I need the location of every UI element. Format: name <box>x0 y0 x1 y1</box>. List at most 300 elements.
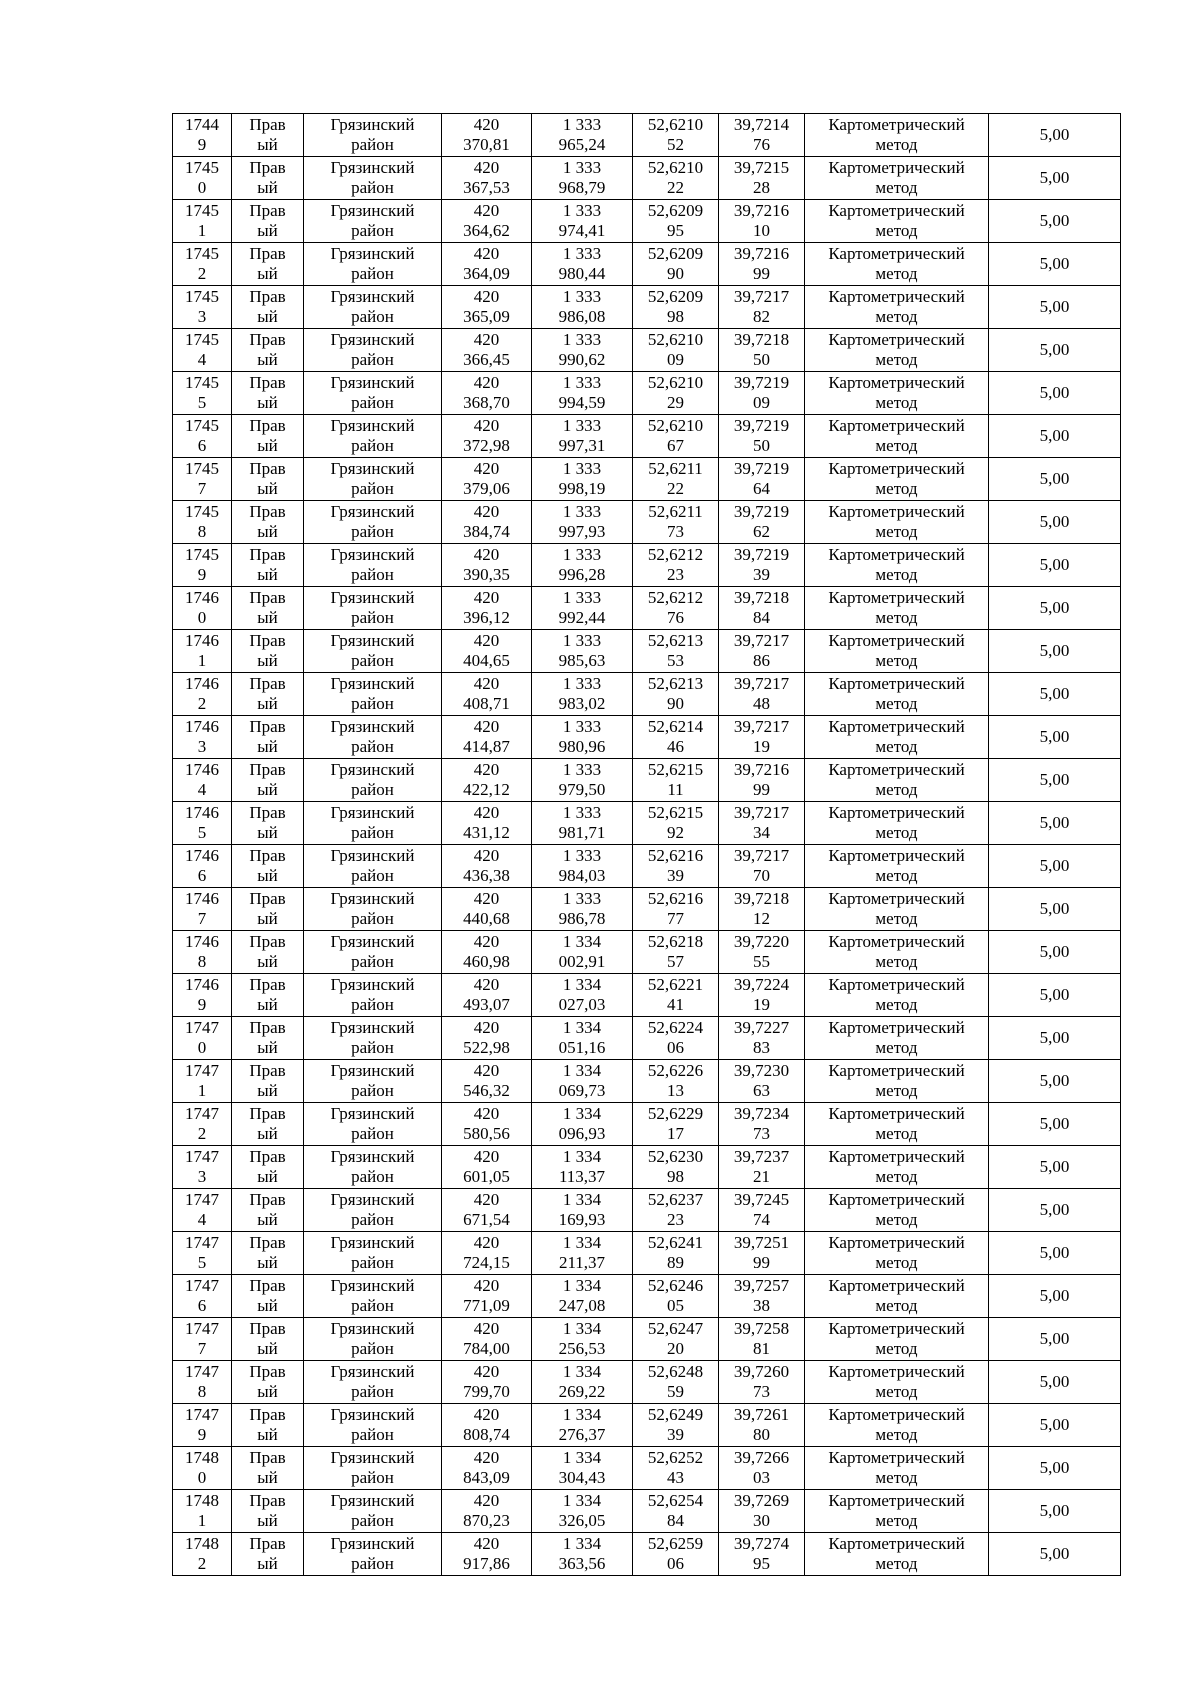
y-coordinate-cell: 1 333 968,79 <box>532 157 633 200</box>
accuracy-cell: 5,00 <box>989 630 1121 673</box>
point-number-cell: 1745 5 <box>173 372 232 415</box>
latitude-cell: 52,6254 84 <box>633 1490 719 1533</box>
y-coordinate-cell: 1 333 965,24 <box>532 114 633 157</box>
y-coordinate-cell: 1 334 002,91 <box>532 931 633 974</box>
longitude-cell: 39,7245 74 <box>719 1189 805 1232</box>
latitude-cell: 52,6210 52 <box>633 114 719 157</box>
bank-side-cell: Прав ый <box>232 114 304 157</box>
point-number-cell: 1745 4 <box>173 329 232 372</box>
table-row <box>173 157 1121 200</box>
longitude-cell: 39,7217 48 <box>719 673 805 716</box>
district-cell: Грязинский район <box>304 544 442 587</box>
bank-side-cell: Прав ый <box>232 1232 304 1275</box>
bank-side-cell: Прав ый <box>232 243 304 286</box>
district-cell: Грязинский район <box>304 200 442 243</box>
bank-side-cell: Прав ый <box>232 1533 304 1576</box>
bank-side-cell: Прав ый <box>232 1490 304 1533</box>
method-cell: Картометрический метод <box>805 415 989 458</box>
accuracy-cell: 5,00 <box>989 200 1121 243</box>
district-cell: Грязинский район <box>304 1060 442 1103</box>
latitude-cell: 52,6213 53 <box>633 630 719 673</box>
longitude-cell: 39,7217 19 <box>719 716 805 759</box>
longitude-cell: 39,7260 73 <box>719 1361 805 1404</box>
table-row <box>173 931 1121 974</box>
point-number-cell: 1747 9 <box>173 1404 232 1447</box>
y-coordinate-cell: 1 333 980,44 <box>532 243 633 286</box>
y-coordinate-cell: 1 333 985,63 <box>532 630 633 673</box>
table-row <box>173 544 1121 587</box>
district-cell: Грязинский район <box>304 1318 442 1361</box>
latitude-cell: 52,6248 59 <box>633 1361 719 1404</box>
accuracy-cell: 5,00 <box>989 286 1121 329</box>
accuracy-cell: 5,00 <box>989 1275 1121 1318</box>
bank-side-cell: Прав ый <box>232 372 304 415</box>
y-coordinate-cell: 1 334 051,16 <box>532 1017 633 1060</box>
latitude-cell: 52,6224 06 <box>633 1017 719 1060</box>
table-row <box>173 286 1121 329</box>
table-row <box>173 1060 1121 1103</box>
longitude-cell: 39,7219 39 <box>719 544 805 587</box>
bank-side-cell: Прав ый <box>232 329 304 372</box>
method-cell: Картометрический метод <box>805 243 989 286</box>
x-coordinate-cell: 420 364,62 <box>442 200 532 243</box>
district-cell: Грязинский район <box>304 1490 442 1533</box>
y-coordinate-cell: 1 334 113,37 <box>532 1146 633 1189</box>
point-number-cell: 1745 9 <box>173 544 232 587</box>
method-cell: Картометрический метод <box>805 200 989 243</box>
accuracy-cell: 5,00 <box>989 544 1121 587</box>
accuracy-cell: 5,00 <box>989 1189 1121 1232</box>
longitude-cell: 39,7220 55 <box>719 931 805 974</box>
district-cell: Грязинский район <box>304 372 442 415</box>
longitude-cell: 39,7217 86 <box>719 630 805 673</box>
latitude-cell: 52,6226 13 <box>633 1060 719 1103</box>
method-cell: Картометрический метод <box>805 329 989 372</box>
method-cell: Картометрический метод <box>805 501 989 544</box>
bank-side-cell: Прав ый <box>232 1447 304 1490</box>
latitude-cell: 52,6209 95 <box>633 200 719 243</box>
y-coordinate-cell: 1 333 986,78 <box>532 888 633 931</box>
district-cell: Грязинский район <box>304 1189 442 1232</box>
x-coordinate-cell: 420 580,56 <box>442 1103 532 1146</box>
point-number-cell: 1746 6 <box>173 845 232 888</box>
accuracy-cell: 5,00 <box>989 1146 1121 1189</box>
latitude-cell: 52,6249 39 <box>633 1404 719 1447</box>
district-cell: Грязинский район <box>304 1404 442 1447</box>
x-coordinate-cell: 420 870,23 <box>442 1490 532 1533</box>
bank-side-cell: Прав ый <box>232 200 304 243</box>
point-number-cell: 1746 4 <box>173 759 232 802</box>
point-number-cell: 1747 2 <box>173 1103 232 1146</box>
method-cell: Картометрический метод <box>805 544 989 587</box>
accuracy-cell: 5,00 <box>989 329 1121 372</box>
method-cell: Картометрический метод <box>805 630 989 673</box>
method-cell: Картометрический метод <box>805 587 989 630</box>
table-row <box>173 1533 1121 1576</box>
bank-side-cell: Прав ый <box>232 1146 304 1189</box>
y-coordinate-cell: 1 333 983,02 <box>532 673 633 716</box>
accuracy-cell: 5,00 <box>989 716 1121 759</box>
method-cell: Картометрический метод <box>805 974 989 1017</box>
point-number-cell: 1745 3 <box>173 286 232 329</box>
method-cell: Картометрический метод <box>805 716 989 759</box>
x-coordinate-cell: 420 771,09 <box>442 1275 532 1318</box>
bank-side-cell: Прав ый <box>232 845 304 888</box>
method-cell: Картометрический метод <box>805 1103 989 1146</box>
x-coordinate-cell: 420 671,54 <box>442 1189 532 1232</box>
longitude-cell: 39,7224 19 <box>719 974 805 1017</box>
method-cell: Картометрический метод <box>805 157 989 200</box>
method-cell: Картометрический метод <box>805 1060 989 1103</box>
longitude-cell: 39,7218 84 <box>719 587 805 630</box>
table-row <box>173 974 1121 1017</box>
accuracy-cell: 5,00 <box>989 587 1121 630</box>
method-cell: Картометрический метод <box>805 372 989 415</box>
latitude-cell: 52,6252 43 <box>633 1447 719 1490</box>
method-cell: Картометрический метод <box>805 1361 989 1404</box>
table-row <box>173 802 1121 845</box>
district-cell: Грязинский район <box>304 630 442 673</box>
longitude-cell: 39,7230 63 <box>719 1060 805 1103</box>
longitude-cell: 39,7258 81 <box>719 1318 805 1361</box>
x-coordinate-cell: 420 408,71 <box>442 673 532 716</box>
point-number-cell: 1744 9 <box>173 114 232 157</box>
point-number-cell: 1745 0 <box>173 157 232 200</box>
bank-side-cell: Прав ый <box>232 1060 304 1103</box>
latitude-cell: 52,6230 98 <box>633 1146 719 1189</box>
y-coordinate-cell: 1 333 980,96 <box>532 716 633 759</box>
point-number-cell: 1747 5 <box>173 1232 232 1275</box>
longitude-cell: 39,7274 95 <box>719 1533 805 1576</box>
latitude-cell: 52,6229 17 <box>633 1103 719 1146</box>
longitude-cell: 39,7218 50 <box>719 329 805 372</box>
table-row <box>173 759 1121 802</box>
district-cell: Грязинский район <box>304 845 442 888</box>
longitude-cell: 39,7219 62 <box>719 501 805 544</box>
point-number-cell: 1745 1 <box>173 200 232 243</box>
bank-side-cell: Прав ый <box>232 1404 304 1447</box>
table-row <box>173 501 1121 544</box>
district-cell: Грязинский район <box>304 329 442 372</box>
y-coordinate-cell: 1 333 981,71 <box>532 802 633 845</box>
method-cell: Картометрический метод <box>805 1232 989 1275</box>
accuracy-cell: 5,00 <box>989 802 1121 845</box>
longitude-cell: 39,7251 99 <box>719 1232 805 1275</box>
district-cell: Грязинский район <box>304 501 442 544</box>
bank-side-cell: Прав ый <box>232 1318 304 1361</box>
accuracy-cell: 5,00 <box>989 458 1121 501</box>
y-coordinate-cell: 1 334 269,22 <box>532 1361 633 1404</box>
x-coordinate-cell: 420 522,98 <box>442 1017 532 1060</box>
x-coordinate-cell: 420 372,98 <box>442 415 532 458</box>
x-coordinate-cell: 420 799,70 <box>442 1361 532 1404</box>
method-cell: Картометрический метод <box>805 1404 989 1447</box>
point-number-cell: 1746 9 <box>173 974 232 1017</box>
point-number-cell: 1745 2 <box>173 243 232 286</box>
y-coordinate-cell: 1 334 211,37 <box>532 1232 633 1275</box>
bank-side-cell: Прав ый <box>232 501 304 544</box>
latitude-cell: 52,6209 90 <box>633 243 719 286</box>
accuracy-cell: 5,00 <box>989 1232 1121 1275</box>
point-number-cell: 1745 7 <box>173 458 232 501</box>
bank-side-cell: Прав ый <box>232 1275 304 1318</box>
x-coordinate-cell: 420 404,65 <box>442 630 532 673</box>
x-coordinate-cell: 420 414,87 <box>442 716 532 759</box>
district-cell: Грязинский район <box>304 716 442 759</box>
accuracy-cell: 5,00 <box>989 1404 1121 1447</box>
accuracy-cell: 5,00 <box>989 415 1121 458</box>
accuracy-cell: 5,00 <box>989 759 1121 802</box>
bank-side-cell: Прав ый <box>232 1189 304 1232</box>
y-coordinate-cell: 1 334 169,93 <box>532 1189 633 1232</box>
method-cell: Картометрический метод <box>805 286 989 329</box>
longitude-cell: 39,7219 09 <box>719 372 805 415</box>
longitude-cell: 39,7237 21 <box>719 1146 805 1189</box>
point-number-cell: 1747 6 <box>173 1275 232 1318</box>
table-row <box>173 845 1121 888</box>
longitude-cell: 39,7266 03 <box>719 1447 805 1490</box>
x-coordinate-cell: 420 370,81 <box>442 114 532 157</box>
accuracy-cell: 5,00 <box>989 845 1121 888</box>
method-cell: Картометрический метод <box>805 888 989 931</box>
district-cell: Грязинский район <box>304 157 442 200</box>
x-coordinate-cell: 420 808,74 <box>442 1404 532 1447</box>
table-row <box>173 329 1121 372</box>
x-coordinate-cell: 420 366,45 <box>442 329 532 372</box>
point-number-cell: 1745 8 <box>173 501 232 544</box>
y-coordinate-cell: 1 333 997,31 <box>532 415 633 458</box>
y-coordinate-cell: 1 334 256,53 <box>532 1318 633 1361</box>
bank-side-cell: Прав ый <box>232 1017 304 1060</box>
longitude-cell: 39,7217 34 <box>719 802 805 845</box>
table-row <box>173 673 1121 716</box>
district-cell: Грязинский район <box>304 1275 442 1318</box>
longitude-cell: 39,7257 38 <box>719 1275 805 1318</box>
latitude-cell: 52,6241 89 <box>633 1232 719 1275</box>
longitude-cell: 39,7219 64 <box>719 458 805 501</box>
accuracy-cell: 5,00 <box>989 1447 1121 1490</box>
latitude-cell: 52,6211 22 <box>633 458 719 501</box>
table-row <box>173 372 1121 415</box>
bank-side-cell: Прав ый <box>232 286 304 329</box>
y-coordinate-cell: 1 334 027,03 <box>532 974 633 1017</box>
bank-side-cell: Прав ый <box>232 544 304 587</box>
latitude-cell: 52,6212 76 <box>633 587 719 630</box>
longitude-cell: 39,7234 73 <box>719 1103 805 1146</box>
x-coordinate-cell: 420 843,09 <box>442 1447 532 1490</box>
table-row <box>173 1447 1121 1490</box>
accuracy-cell: 5,00 <box>989 888 1121 931</box>
latitude-cell: 52,6246 05 <box>633 1275 719 1318</box>
table-row <box>173 1318 1121 1361</box>
longitude-cell: 39,7219 50 <box>719 415 805 458</box>
latitude-cell: 52,6221 41 <box>633 974 719 1017</box>
accuracy-cell: 5,00 <box>989 1318 1121 1361</box>
y-coordinate-cell: 1 334 304,43 <box>532 1447 633 1490</box>
point-number-cell: 1746 2 <box>173 673 232 716</box>
y-coordinate-cell: 1 333 986,08 <box>532 286 633 329</box>
latitude-cell: 52,6210 29 <box>633 372 719 415</box>
longitude-cell: 39,7269 30 <box>719 1490 805 1533</box>
latitude-cell: 52,6209 98 <box>633 286 719 329</box>
table-row <box>173 1232 1121 1275</box>
accuracy-cell: 5,00 <box>989 931 1121 974</box>
bank-side-cell: Прав ый <box>232 415 304 458</box>
point-number-cell: 1747 8 <box>173 1361 232 1404</box>
latitude-cell: 52,6259 06 <box>633 1533 719 1576</box>
latitude-cell: 52,6210 22 <box>633 157 719 200</box>
x-coordinate-cell: 420 379,06 <box>442 458 532 501</box>
y-coordinate-cell: 1 333 996,28 <box>532 544 633 587</box>
district-cell: Грязинский район <box>304 931 442 974</box>
district-cell: Грязинский район <box>304 243 442 286</box>
x-coordinate-cell: 420 368,70 <box>442 372 532 415</box>
coordinates-table <box>172 113 1121 1576</box>
x-coordinate-cell: 420 436,38 <box>442 845 532 888</box>
latitude-cell: 52,6215 92 <box>633 802 719 845</box>
method-cell: Картометрический метод <box>805 1146 989 1189</box>
x-coordinate-cell: 420 917,86 <box>442 1533 532 1576</box>
table-row <box>173 1189 1121 1232</box>
method-cell: Картометрический метод <box>805 458 989 501</box>
y-coordinate-cell: 1 334 326,05 <box>532 1490 633 1533</box>
table-row <box>173 1017 1121 1060</box>
table-row <box>173 630 1121 673</box>
point-number-cell: 1746 0 <box>173 587 232 630</box>
bank-side-cell: Прав ый <box>232 974 304 1017</box>
x-coordinate-cell: 420 422,12 <box>442 759 532 802</box>
bank-side-cell: Прав ый <box>232 587 304 630</box>
table-row <box>173 1490 1121 1533</box>
bank-side-cell: Прав ый <box>232 157 304 200</box>
district-cell: Грязинский район <box>304 1533 442 1576</box>
x-coordinate-cell: 420 724,15 <box>442 1232 532 1275</box>
point-number-cell: 1747 1 <box>173 1060 232 1103</box>
method-cell: Картометрический метод <box>805 673 989 716</box>
latitude-cell: 52,6210 09 <box>633 329 719 372</box>
district-cell: Грязинский район <box>304 415 442 458</box>
method-cell: Картометрический метод <box>805 1318 989 1361</box>
latitude-cell: 52,6237 23 <box>633 1189 719 1232</box>
table-row <box>173 200 1121 243</box>
table-row <box>173 114 1121 157</box>
longitude-cell: 39,7216 99 <box>719 243 805 286</box>
accuracy-cell: 5,00 <box>989 114 1121 157</box>
district-cell: Грязинский район <box>304 1146 442 1189</box>
accuracy-cell: 5,00 <box>989 1103 1121 1146</box>
method-cell: Картометрический метод <box>805 802 989 845</box>
accuracy-cell: 5,00 <box>989 1361 1121 1404</box>
latitude-cell: 52,6218 57 <box>633 931 719 974</box>
bank-side-cell: Прав ый <box>232 630 304 673</box>
point-number-cell: 1746 7 <box>173 888 232 931</box>
bank-side-cell: Прав ый <box>232 458 304 501</box>
latitude-cell: 52,6213 90 <box>633 673 719 716</box>
point-number-cell: 1746 3 <box>173 716 232 759</box>
district-cell: Грязинский район <box>304 587 442 630</box>
longitude-cell: 39,7216 99 <box>719 759 805 802</box>
longitude-cell: 39,7217 82 <box>719 286 805 329</box>
x-coordinate-cell: 420 460,98 <box>442 931 532 974</box>
bank-side-cell: Прав ый <box>232 1103 304 1146</box>
longitude-cell: 39,7261 80 <box>719 1404 805 1447</box>
y-coordinate-cell: 1 333 997,93 <box>532 501 633 544</box>
table-row <box>173 1404 1121 1447</box>
district-cell: Грязинский район <box>304 1361 442 1404</box>
point-number-cell: 1747 4 <box>173 1189 232 1232</box>
district-cell: Грязинский район <box>304 802 442 845</box>
y-coordinate-cell: 1 333 998,19 <box>532 458 633 501</box>
table-row <box>173 458 1121 501</box>
point-number-cell: 1747 3 <box>173 1146 232 1189</box>
district-cell: Грязинский район <box>304 888 442 931</box>
table-row <box>173 1146 1121 1189</box>
latitude-cell: 52,6247 20 <box>633 1318 719 1361</box>
latitude-cell: 52,6214 46 <box>633 716 719 759</box>
point-number-cell: 1747 0 <box>173 1017 232 1060</box>
latitude-cell: 52,6211 73 <box>633 501 719 544</box>
method-cell: Картометрический метод <box>805 845 989 888</box>
method-cell: Картометрический метод <box>805 931 989 974</box>
table-row <box>173 1275 1121 1318</box>
method-cell: Картометрический метод <box>805 1490 989 1533</box>
x-coordinate-cell: 420 367,53 <box>442 157 532 200</box>
latitude-cell: 52,6216 39 <box>633 845 719 888</box>
longitude-cell: 39,7218 12 <box>719 888 805 931</box>
table-row <box>173 415 1121 458</box>
point-number-cell: 1746 8 <box>173 931 232 974</box>
x-coordinate-cell: 420 384,74 <box>442 501 532 544</box>
y-coordinate-cell: 1 334 276,37 <box>532 1404 633 1447</box>
table-row <box>173 587 1121 630</box>
y-coordinate-cell: 1 333 974,41 <box>532 200 633 243</box>
point-number-cell: 1747 7 <box>173 1318 232 1361</box>
y-coordinate-cell: 1 333 979,50 <box>532 759 633 802</box>
point-number-cell: 1746 1 <box>173 630 232 673</box>
longitude-cell: 39,7216 10 <box>719 200 805 243</box>
method-cell: Картометрический метод <box>805 1189 989 1232</box>
x-coordinate-cell: 420 601,05 <box>442 1146 532 1189</box>
district-cell: Грязинский район <box>304 759 442 802</box>
table-row <box>173 888 1121 931</box>
x-coordinate-cell: 420 784,00 <box>442 1318 532 1361</box>
accuracy-cell: 5,00 <box>989 157 1121 200</box>
y-coordinate-cell: 1 334 247,08 <box>532 1275 633 1318</box>
bank-side-cell: Прав ый <box>232 1361 304 1404</box>
x-coordinate-cell: 420 365,09 <box>442 286 532 329</box>
accuracy-cell: 5,00 <box>989 1533 1121 1576</box>
method-cell: Картометрический метод <box>805 1275 989 1318</box>
point-number-cell: 1748 2 <box>173 1533 232 1576</box>
y-coordinate-cell: 1 333 990,62 <box>532 329 633 372</box>
accuracy-cell: 5,00 <box>989 974 1121 1017</box>
district-cell: Грязинский район <box>304 1103 442 1146</box>
accuracy-cell: 5,00 <box>989 1490 1121 1533</box>
point-number-cell: 1748 0 <box>173 1447 232 1490</box>
x-coordinate-cell: 420 440,68 <box>442 888 532 931</box>
district-cell: Грязинский район <box>304 1017 442 1060</box>
table-row <box>173 1103 1121 1146</box>
bank-side-cell: Прав ый <box>232 802 304 845</box>
longitude-cell: 39,7215 28 <box>719 157 805 200</box>
accuracy-cell: 5,00 <box>989 501 1121 544</box>
bank-side-cell: Прав ый <box>232 673 304 716</box>
table-row <box>173 1361 1121 1404</box>
table-row <box>173 243 1121 286</box>
method-cell: Картометрический метод <box>805 1447 989 1490</box>
x-coordinate-cell: 420 493,07 <box>442 974 532 1017</box>
longitude-cell: 39,7217 70 <box>719 845 805 888</box>
